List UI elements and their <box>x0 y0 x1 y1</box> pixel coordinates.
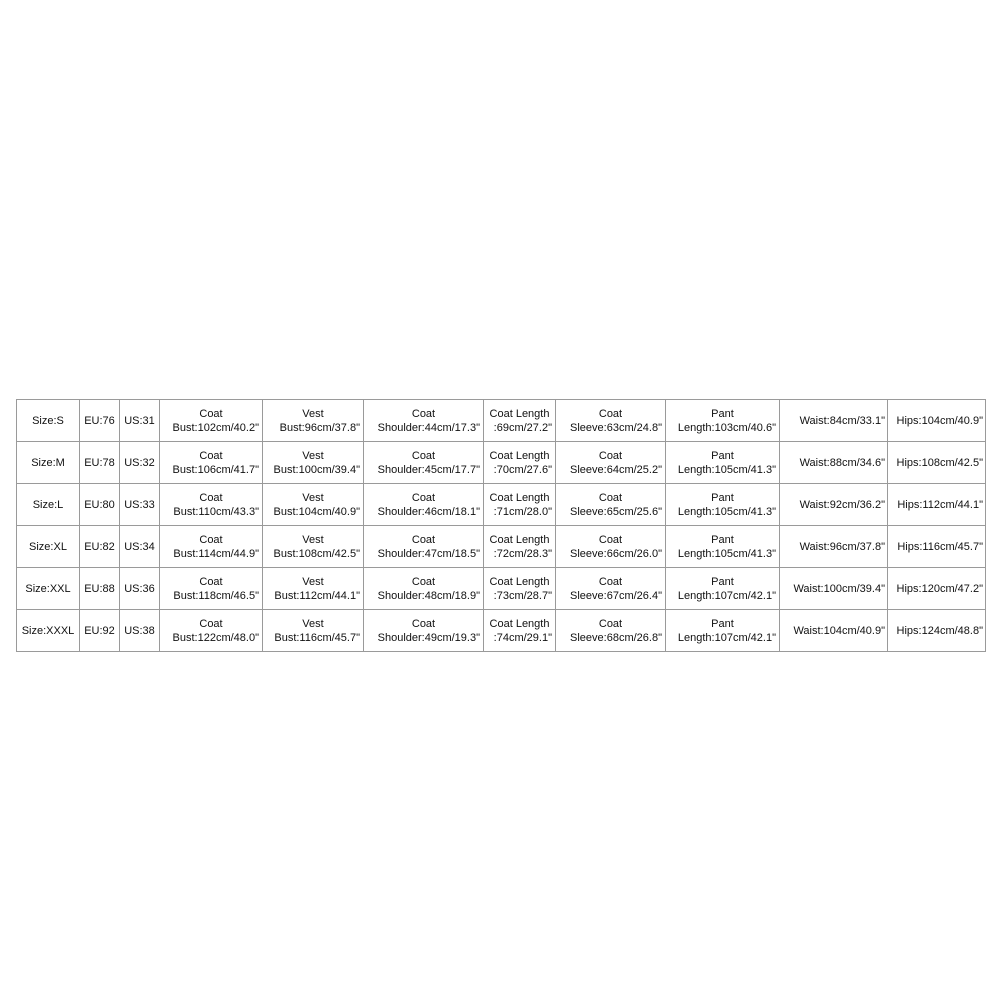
waist-cell <box>780 610 888 652</box>
eu-size-cell <box>80 484 120 526</box>
pant-length-value: Length:105cm/41.3" <box>677 463 776 476</box>
vest-bust-label: Vest <box>302 449 324 462</box>
coat-bust-cell <box>160 568 263 610</box>
coat-bust-cell <box>160 484 263 526</box>
waist-value: Waist:104cm/40.9" <box>793 624 885 637</box>
coat-shoulder-cell <box>364 400 484 442</box>
size-cell <box>17 484 80 526</box>
coat-bust-value: Bust:122cm/48.0" <box>172 631 259 644</box>
coat-shoulder-cell <box>364 484 484 526</box>
waist-cell <box>780 568 888 610</box>
coat-shoulder-value: Shoulder:49cm/19.3" <box>377 631 480 644</box>
coat-sleeve-label: Coat <box>598 533 623 546</box>
size-cell <box>17 526 80 568</box>
vest-bust-value: Bust:104cm/40.9" <box>273 505 360 518</box>
table-row <box>17 484 986 526</box>
vest-bust-value: Bust:100cm/39.4" <box>273 463 360 476</box>
waist-value: Waist:96cm/37.8" <box>799 540 885 553</box>
hips-cell <box>888 484 986 526</box>
size-value: Size:S <box>32 414 64 427</box>
coat-length-label: Coat Length <box>489 533 550 546</box>
hips-cell <box>888 568 986 610</box>
vest-bust-cell <box>263 568 364 610</box>
coat-bust-value: Bust:118cm/46.5" <box>173 589 259 602</box>
coat-shoulder-label: Coat <box>411 533 436 546</box>
us-size-cell <box>120 484 160 526</box>
eu-size-cell <box>80 442 120 484</box>
coat-sleeve-value: Sleeve:64cm/25.2" <box>570 463 662 476</box>
coat-sleeve-value: Sleeve:66cm/26.0" <box>570 547 662 560</box>
coat-bust-label: Coat <box>199 449 223 462</box>
coat-shoulder-cell <box>364 610 484 652</box>
pant-length-value: Length:105cm/41.3" <box>677 505 776 518</box>
waist-value: Waist:88cm/34.6" <box>799 456 885 469</box>
waist-value: Waist:100cm/39.4" <box>793 582 885 595</box>
coat-bust-cell <box>160 442 263 484</box>
vest-bust-label: Vest <box>302 575 324 588</box>
pant-length-value: Length:107cm/42.1" <box>677 589 776 602</box>
coat-bust-value: Bust:106cm/41.7" <box>172 463 259 476</box>
vest-bust-cell <box>263 484 364 526</box>
coat-bust-cell <box>160 400 263 442</box>
vest-bust-cell <box>263 526 364 568</box>
coat-shoulder-value: Shoulder:44cm/17.3" <box>377 421 480 434</box>
hips-value: Hips:116cm/45.7" <box>897 540 983 553</box>
coat-length-label: Coat Length <box>489 449 550 462</box>
size-value: Size:L <box>32 498 64 511</box>
pant-length-label: Pant <box>711 533 734 546</box>
us-size-value: US:38 <box>124 624 155 637</box>
coat-length-cell <box>484 568 556 610</box>
size-cell <box>17 442 80 484</box>
pant-length-label: Pant <box>711 575 734 588</box>
coat-sleeve-cell <box>556 442 666 484</box>
coat-length-value: :72cm/28.3" <box>493 547 552 560</box>
waist-cell <box>780 484 888 526</box>
us-size-cell <box>120 526 160 568</box>
vest-bust-cell <box>263 442 364 484</box>
hips-value: Hips:124cm/48.8" <box>896 624 983 637</box>
coat-bust-label: Coat <box>199 575 223 588</box>
us-size-value: US:36 <box>124 582 155 595</box>
coat-sleeve-label: Coat <box>598 617 623 630</box>
pant-length-value: Length:107cm/42.1" <box>677 631 776 644</box>
size-value: Size:XXXL <box>21 624 75 637</box>
hips-cell <box>888 610 986 652</box>
coat-shoulder-label: Coat <box>411 407 436 420</box>
coat-shoulder-label: Coat <box>411 575 436 588</box>
pant-length-label: Pant <box>711 617 734 630</box>
coat-length-cell <box>484 610 556 652</box>
coat-shoulder-value: Shoulder:47cm/18.5" <box>377 547 480 560</box>
coat-length-cell <box>484 484 556 526</box>
us-size-cell <box>120 442 160 484</box>
coat-length-cell <box>484 526 556 568</box>
eu-size-value: EU:78 <box>84 456 115 469</box>
size-cell <box>17 400 80 442</box>
coat-bust-label: Coat <box>199 491 223 504</box>
coat-sleeve-cell <box>556 610 666 652</box>
waist-value: Waist:84cm/33.1" <box>799 414 885 427</box>
pant-length-cell <box>666 526 780 568</box>
hips-value: Hips:112cm/44.1" <box>897 498 983 511</box>
coat-bust-cell <box>160 526 263 568</box>
us-size-value: US:31 <box>124 414 155 427</box>
hips-value: Hips:104cm/40.9" <box>896 414 983 427</box>
coat-shoulder-value: Shoulder:45cm/17.7" <box>377 463 480 476</box>
coat-bust-cell <box>160 610 263 652</box>
vest-bust-label: Vest <box>302 407 324 420</box>
eu-size-cell <box>80 526 120 568</box>
hips-cell <box>888 526 986 568</box>
coat-sleeve-value: Sleeve:67cm/26.4" <box>570 589 662 602</box>
coat-length-cell <box>484 400 556 442</box>
pant-length-cell <box>666 568 780 610</box>
eu-size-value: EU:88 <box>84 582 115 595</box>
pant-length-label: Pant <box>711 449 734 462</box>
coat-sleeve-value: Sleeve:68cm/26.8" <box>570 631 662 644</box>
us-size-cell <box>120 568 160 610</box>
coat-length-cell <box>484 442 556 484</box>
coat-shoulder-label: Coat <box>411 491 436 504</box>
hips-value: Hips:120cm/47.2" <box>896 582 983 595</box>
coat-shoulder-value: Shoulder:48cm/18.9" <box>377 589 480 602</box>
coat-length-label: Coat Length <box>489 407 550 420</box>
coat-shoulder-cell <box>364 442 484 484</box>
coat-length-label: Coat Length <box>489 575 550 588</box>
coat-sleeve-label: Coat <box>598 491 623 504</box>
eu-size-cell <box>80 610 120 652</box>
pant-length-cell <box>666 400 780 442</box>
table-row <box>17 442 986 484</box>
waist-value: Waist:92cm/36.2" <box>799 498 885 511</box>
coat-sleeve-cell <box>556 526 666 568</box>
coat-length-value: :71cm/28.0" <box>493 505 552 518</box>
size-value: Size:XXL <box>25 582 71 595</box>
size-cell <box>17 610 80 652</box>
coat-shoulder-label: Coat <box>411 617 436 630</box>
coat-length-value: :70cm/27.6" <box>493 463 552 476</box>
vest-bust-label: Vest <box>302 617 324 630</box>
coat-sleeve-cell <box>556 400 666 442</box>
eu-size-value: EU:82 <box>84 540 115 553</box>
size-cell <box>17 568 80 610</box>
size-value: Size:XL <box>29 540 67 553</box>
us-size-value: US:34 <box>124 540 155 553</box>
table-row <box>17 610 986 652</box>
size-chart-table <box>16 399 986 652</box>
pant-length-cell <box>666 610 780 652</box>
coat-bust-label: Coat <box>199 407 223 420</box>
coat-sleeve-value: Sleeve:65cm/25.6" <box>570 505 662 518</box>
us-size-cell <box>120 610 160 652</box>
coat-sleeve-label: Coat <box>598 575 623 588</box>
coat-sleeve-cell <box>556 484 666 526</box>
coat-length-value: :69cm/27.2" <box>493 421 552 434</box>
coat-bust-label: Coat <box>199 533 223 546</box>
coat-shoulder-cell <box>364 568 484 610</box>
waist-cell <box>780 442 888 484</box>
table-row <box>17 526 986 568</box>
hips-cell <box>888 442 986 484</box>
size-chart-body <box>17 400 986 652</box>
coat-bust-value: Bust:102cm/40.2" <box>172 421 259 434</box>
vest-bust-cell <box>263 610 364 652</box>
coat-length-label: Coat Length <box>489 617 550 630</box>
vest-bust-value: Bust:112cm/44.1" <box>274 589 360 602</box>
coat-sleeve-cell <box>556 568 666 610</box>
vest-bust-cell <box>263 400 364 442</box>
coat-sleeve-value: Sleeve:63cm/24.8" <box>570 421 662 434</box>
pant-length-value: Length:103cm/40.6" <box>677 421 776 434</box>
vest-bust-label: Vest <box>302 491 324 504</box>
coat-shoulder-label: Coat <box>411 449 436 462</box>
hips-cell <box>888 400 986 442</box>
coat-bust-value: Bust:114cm/44.9" <box>173 547 259 560</box>
coat-sleeve-label: Coat <box>598 407 623 420</box>
pant-length-label: Pant <box>711 407 734 420</box>
eu-size-value: EU:76 <box>84 414 115 427</box>
vest-bust-label: Vest <box>302 533 324 546</box>
eu-size-cell <box>80 400 120 442</box>
coat-bust-value: Bust:110cm/43.3" <box>173 505 259 518</box>
waist-cell <box>780 400 888 442</box>
vest-bust-value: Bust:108cm/42.5" <box>273 547 360 560</box>
table-row <box>17 568 986 610</box>
waist-cell <box>780 526 888 568</box>
us-size-value: US:33 <box>124 498 155 511</box>
coat-length-value: :73cm/28.7" <box>493 589 552 602</box>
coat-sleeve-label: Coat <box>598 449 623 462</box>
pant-length-cell <box>666 484 780 526</box>
eu-size-value: EU:92 <box>84 624 115 637</box>
eu-size-value: EU:80 <box>84 498 115 511</box>
coat-shoulder-value: Shoulder:46cm/18.1" <box>377 505 480 518</box>
coat-length-label: Coat Length <box>489 491 550 504</box>
us-size-value: US:32 <box>124 456 155 469</box>
us-size-cell <box>120 400 160 442</box>
hips-value: Hips:108cm/42.5" <box>896 456 983 469</box>
pant-length-label: Pant <box>711 491 734 504</box>
vest-bust-value: Bust:116cm/45.7" <box>274 631 360 644</box>
eu-size-cell <box>80 568 120 610</box>
pant-length-value: Length:105cm/41.3" <box>677 547 776 560</box>
coat-length-value: :74cm/29.1" <box>493 631 552 644</box>
vest-bust-value: Bust:96cm/37.8" <box>279 421 360 434</box>
coat-shoulder-cell <box>364 526 484 568</box>
table-row <box>17 400 986 442</box>
coat-bust-label: Coat <box>199 617 223 630</box>
size-value: Size:M <box>31 456 65 469</box>
pant-length-cell <box>666 442 780 484</box>
